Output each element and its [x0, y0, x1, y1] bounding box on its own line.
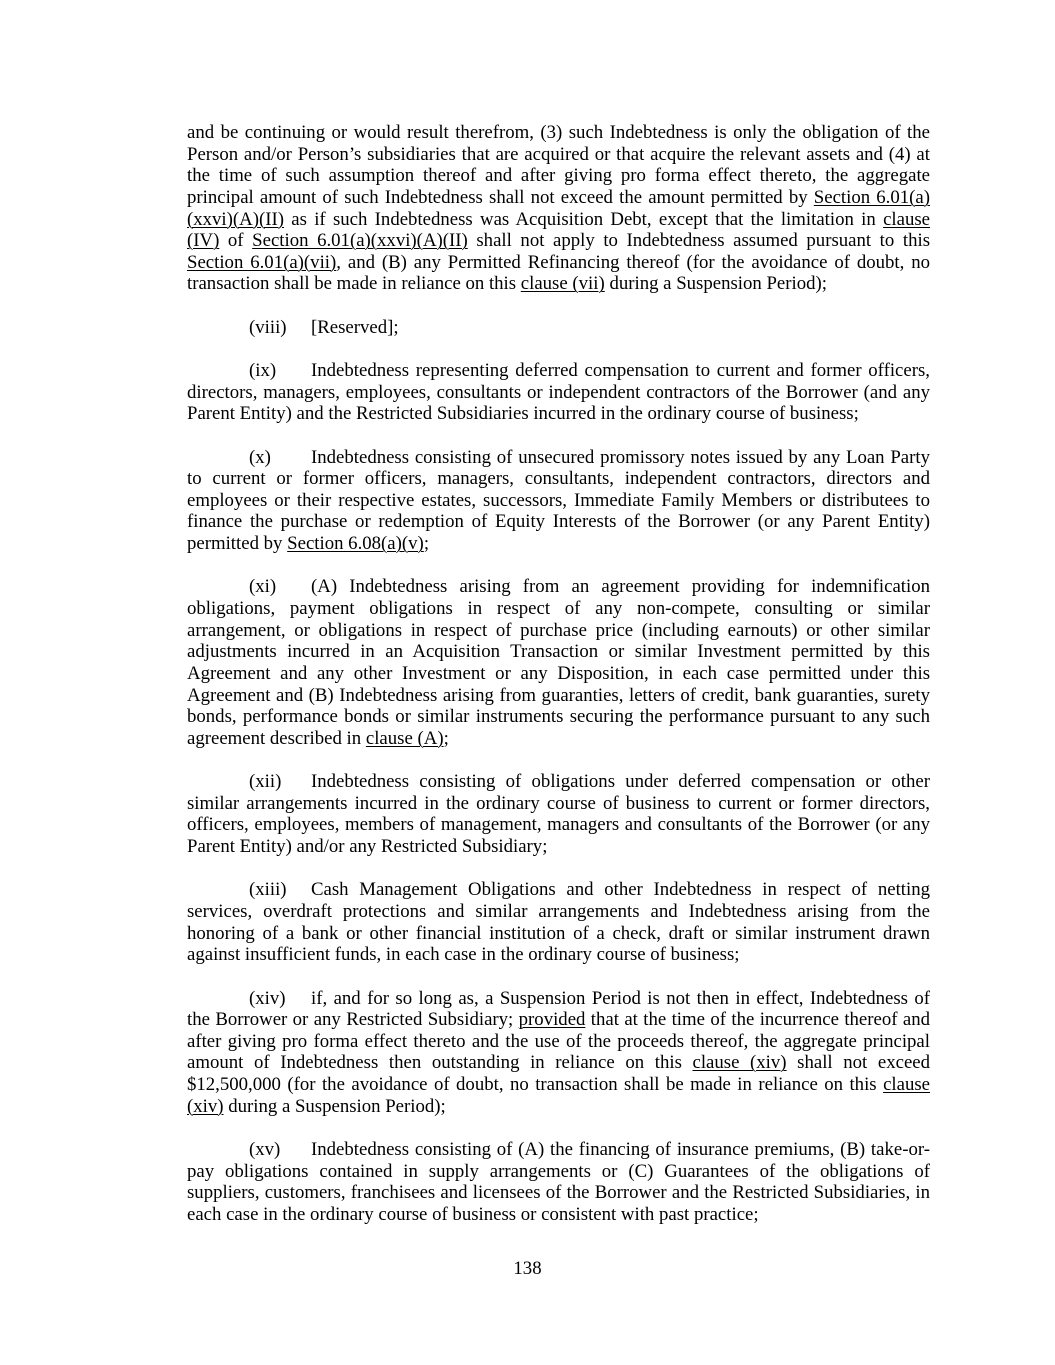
paragraph-continuation [187, 122, 930, 295]
clause-number: (viii) [249, 316, 287, 338]
section-reference: Section 6.01(a)(xxvi)(A)(II) [187, 186, 930, 230]
clause-xv [187, 1139, 930, 1226]
clause-text: Indebtedness consisting of (A) the financing of insurance premiums, (B) take-or-pay obligations contained in supply arrangements or (C) Guarantees of the obligations of suppliers, customers, franchisees and licensees of the Borrower and the Restricted Subsidiaries, in each case in the ordinary course of business or consistent with past practice; [187, 1138, 930, 1225]
clause-number: (xv) [249, 1138, 281, 1160]
paragraph-text: , and (B) any Permitted Refinancing thereof (for the avoidance of doubt, no transaction shall be made in reliance on this [187, 251, 931, 295]
clause-text: Indebtedness consisting of unsecured promissory notes issued by any Loan Party to current or former officers, managers, consultants, independent contractors, directors and employees or their respective estates, successors, Immediate Family Members or distributees to finance the purchase or redemption of Equity Interests of the Borrower (or any Parent Entity) permitted by [187, 446, 930, 555]
clause-reference: clause (vii) [520, 273, 605, 295]
clause-number: (x) [249, 446, 271, 468]
clause-number: (xi) [249, 576, 277, 598]
paragraph-text: of [219, 230, 253, 252]
clause-text: during a Suspension Period); [223, 1095, 446, 1117]
paragraph-text: shall not apply to Indebtedness assumed pursuant to this [467, 230, 931, 252]
clause-xiii [187, 879, 930, 966]
paragraph-text: and be continuing or would result therefrom, (3) such Indebtedness is only the obligation of the Person and/or Person’s subsidiaries that are acquired or that acquire the relevant assets and (4) at the time of such assumption thereof and after giving pro forma effect thereto, the aggregate principal amount of such Indebtedness shall not exceed the amount permitted by [187, 122, 930, 208]
clause-number: (xii) [249, 771, 282, 793]
clause-xii [187, 771, 930, 858]
clause-number: (xiii) [249, 879, 287, 901]
clause-xi [187, 576, 930, 749]
clause-text: Indebtedness representing deferred compensation to current and former officers, directors, managers, employees, consultants or independent contractors of the Borrower (and any Parent Entity) and the Restricted Subsidiaries incurred in the ordinary course of business; [187, 360, 930, 425]
clause-ix [187, 360, 930, 425]
clause-text: that at the time of the incurrence thereof and after giving pro forma effect thereto and the use of the proceeds thereof, the aggregate principal amount of Indebtedness then outstanding in reliance on this [187, 1009, 930, 1074]
clause-text: Cash Management Obligations and other Indebtedness in respect of netting services, overdraft protections and similar arrangements and Indebtedness arising from the honoring of a bank or other financial institution of a check, draft or similar instrument drawn against insufficient funds, in each case in the ordinary course of business; [187, 879, 930, 966]
page-number: 138 [513, 1258, 542, 1279]
clause-text: Indebtedness consisting of obligations under deferred compensation or other similar arrangements incurred in the ordinary course of business to current or former directors, officers, employees, members of management, managers and consultants of the Borrower (or any Parent Entity) and/or any Restricted Subsidiary; [187, 771, 930, 858]
clause-text: [Reserved]; [311, 316, 399, 338]
clause-text: ; [443, 727, 449, 749]
clause-text: ; [423, 533, 430, 555]
clause-reference: clause (xiv) [187, 1074, 930, 1117]
proviso-term: provided [518, 1009, 586, 1031]
clause-reference: clause (A) [365, 727, 444, 749]
section-reference: Section 6.08(a)(v) [287, 533, 424, 555]
clause-reference: clause (xiv) [692, 1052, 787, 1074]
document-body [187, 122, 930, 1247]
clause-number: (ix) [249, 360, 277, 382]
clause-text: shall not exceed $12,500,000 (for the avoidance of doubt, no transaction shall be made in reliance on this [187, 1052, 931, 1096]
paragraph-text: during a Suspension Period); [604, 273, 827, 295]
paragraph-text: as if such Indebtedness was Acquisition Debt, except that the limitation in [284, 208, 884, 230]
clause-text: if, and for so long as, a Suspension Period is not then in effect, Indebtedness of the Borrower or any Restricted Subsidiary; [187, 987, 930, 1031]
clause-xiv [187, 988, 930, 1118]
clause-number: (xiv) [249, 987, 286, 1009]
clause-viii [187, 317, 930, 339]
section-reference: Section 6.01(a)(vii) [187, 251, 337, 273]
clause-text: (A) Indebtedness arising from an agreement providing for indemnification obligations, payment obligations in respect of any non-compete, consulting or similar arrangement, or obligations in respect of purchase price (including earnouts) or other similar adjustments incurred in an Acquisition Transaction or similar Investment permitted by this Agreement and any other Investment or any Disposition, in each case permitted under this Agreement and (B) Indebtedness arising from guaranties, letters of credit, bank guaranties, surety bonds, performance bonds or similar instruments securing the performance pursuant to any such agreement described in [187, 576, 930, 749]
clause-x [187, 447, 930, 555]
clause-reference: clause (IV) [187, 208, 930, 252]
section-reference: Section 6.01(a)(xxvi)(A)(II) [252, 230, 468, 252]
